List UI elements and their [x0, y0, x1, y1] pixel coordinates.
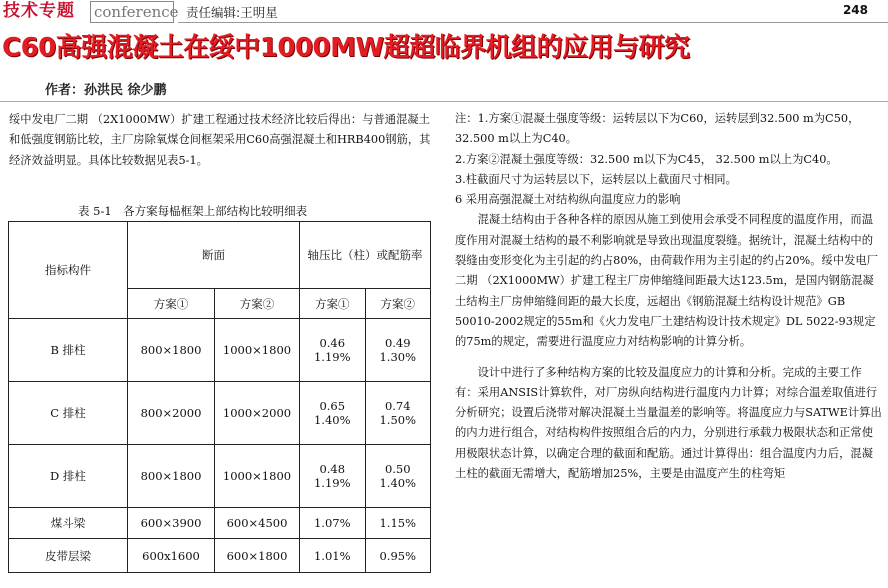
editor-credit: 责任编辑:王明星 [186, 5, 278, 20]
header-ratio: 轴压比（柱）或配筋率 [300, 222, 431, 289]
cell-section-plan1: 800×2000 [128, 382, 215, 445]
row-name: C 排柱 [9, 382, 128, 445]
note-3: 3.柱截面尺寸为运转层以下，运转层以上截面尺寸相同。 [455, 172, 737, 186]
cell-ratio-plan2 [365, 319, 431, 382]
cell-section-plan1: 800×1800 [128, 445, 215, 508]
section-paragraph-2: 设计中进行了多种结构方案的比较及温度应力的计算和分析。完成的主要工作有：采用ANSIS计算软件，对厂房纵向结构进行温度内力计算；对综合温差取值进行分析研究；设置后浇带对解决混凝土当量温差的影响等。将温度应力与SATWE计算出的内力进行组合，对结构构件按照组合后的内力，分别进行承载力极限状态和正常使用极限状态计算，以确定合理的截面和配筋。通过计算得出：组合温度内力后，混凝土柱的截面无需增大，配筋增加25%，主要是由温度产生的柱弯矩 [455, 365, 882, 481]
header-ratio-plan1: 方案① [300, 289, 366, 319]
value: 1.40% [379, 476, 417, 490]
table-row [9, 539, 431, 573]
table-row [9, 319, 431, 382]
table-row [9, 445, 431, 508]
row-name: B 排柱 [9, 319, 128, 382]
page-header [0, 0, 888, 24]
table-row [9, 382, 431, 445]
section-heading: 6 采用高强混凝土对结构纵向温度应力的影响 [455, 193, 681, 207]
note-2: 2.方案②混凝土强度等级：32.500 m以下为C45， 32.500 m以上为C40。 [455, 152, 838, 166]
value: 0.49 [384, 336, 411, 350]
title-divider [0, 101, 888, 102]
cell-section-plan1: 600x1600 [128, 539, 215, 573]
header-section-plan2: 方案② [215, 289, 300, 319]
row-name: 皮带层梁 [9, 539, 128, 573]
value: 1.30% [379, 350, 417, 364]
value: 0.65 [319, 399, 346, 413]
section-paragraph-1: 混凝土结构由于各种各样的原因从施工到使用会承受不同程度的温度作用，而温度作用对混凝土结构的最不利影响就是导致出现温度裂缝。据统计，混凝土结构中的裂缝由变形变化为主引起的约占80%，由荷载作用为主引起的约占20%。绥中发电厂二期 （2X1000MW）扩建工程主厂房伸缩缝间距最大达123.5m，是国内钢筋混凝土结构主厂房伸缩缝间距的最大长度，远超出《钢筋混凝土结构设计规范》GB 50010-2002规定的55m和《火力发电厂土建结构设计技术规定》DL 5022-93规定的75m的规定，需要进行温度应力对结构影响的计算分析。 [455, 213, 879, 349]
value: 0.74 [384, 399, 411, 413]
cell-ratio-plan1 [300, 445, 366, 508]
table-row [9, 508, 431, 539]
cell-section-plan2: 1000×1800 [215, 445, 300, 508]
left-column [9, 110, 441, 171]
section-tag-english: conference [90, 1, 174, 23]
value: 1.19% [313, 350, 351, 364]
page-number: 248 [842, 3, 868, 17]
header-ratio-plan2: 方案② [365, 289, 431, 319]
value: 0.50 [384, 462, 411, 476]
article-title: C60高强混凝土在绥中1000MW超超临界机组的应用与研究 [2, 33, 690, 63]
intro-paragraph: 绥中发电厂二期 （2X1000MW）扩建工程通过技术经济比较后得出：与普通混凝土和低强度钢筋比较，主厂房除氧煤仓间框架采用C60高强混凝土和HRB400钢筋，其经济效益明显。具体比较数据见表5-1。 [9, 113, 431, 167]
value: 0.48 [319, 462, 346, 476]
header-section-plan1: 方案① [128, 289, 215, 319]
header-section: 断面 [128, 222, 300, 289]
header-rule [178, 22, 888, 23]
row-name: 煤斗梁 [9, 508, 128, 539]
cell-section-plan1: 800×1800 [128, 319, 215, 382]
cell-ratio-plan2: 1.15% [365, 508, 431, 539]
comparison-table [8, 221, 431, 573]
cell-ratio-plan2 [365, 382, 431, 445]
cell-section-plan2: 1000×2000 [215, 382, 300, 445]
cell-section-plan2: 600×4500 [215, 508, 300, 539]
table-caption: 表 5-1 各方案每榀框架上部结构比较明细表 [78, 204, 308, 218]
value: 0.46 [319, 336, 346, 350]
value: 1.50% [379, 413, 417, 427]
cell-ratio-plan1: 1.07% [300, 508, 366, 539]
cell-ratio-plan2 [365, 445, 431, 508]
value: 1.19% [313, 476, 351, 490]
value: 1.40% [313, 413, 351, 427]
right-column [455, 109, 883, 484]
row-name: D 排柱 [9, 445, 128, 508]
article-authors: 作者：孙洪民 徐少鹏 [45, 83, 167, 98]
cell-section-plan1: 600×3900 [128, 508, 215, 539]
note-1: 注：1.方案①混凝土强度等级：运转层以下为C60，运转层到32.500 m为C50，32.500 m以上为C40。 [455, 112, 860, 146]
cell-ratio-plan1 [300, 382, 366, 445]
cell-section-plan2: 600×1800 [215, 539, 300, 573]
section-tag: 技术专题 [3, 1, 75, 21]
cell-section-plan2: 1000×1800 [215, 319, 300, 382]
cell-ratio-plan2: 0.95% [365, 539, 431, 573]
header-indicator: 指标构件 [9, 222, 128, 319]
cell-ratio-plan1: 1.01% [300, 539, 366, 573]
cell-ratio-plan1 [300, 319, 366, 382]
